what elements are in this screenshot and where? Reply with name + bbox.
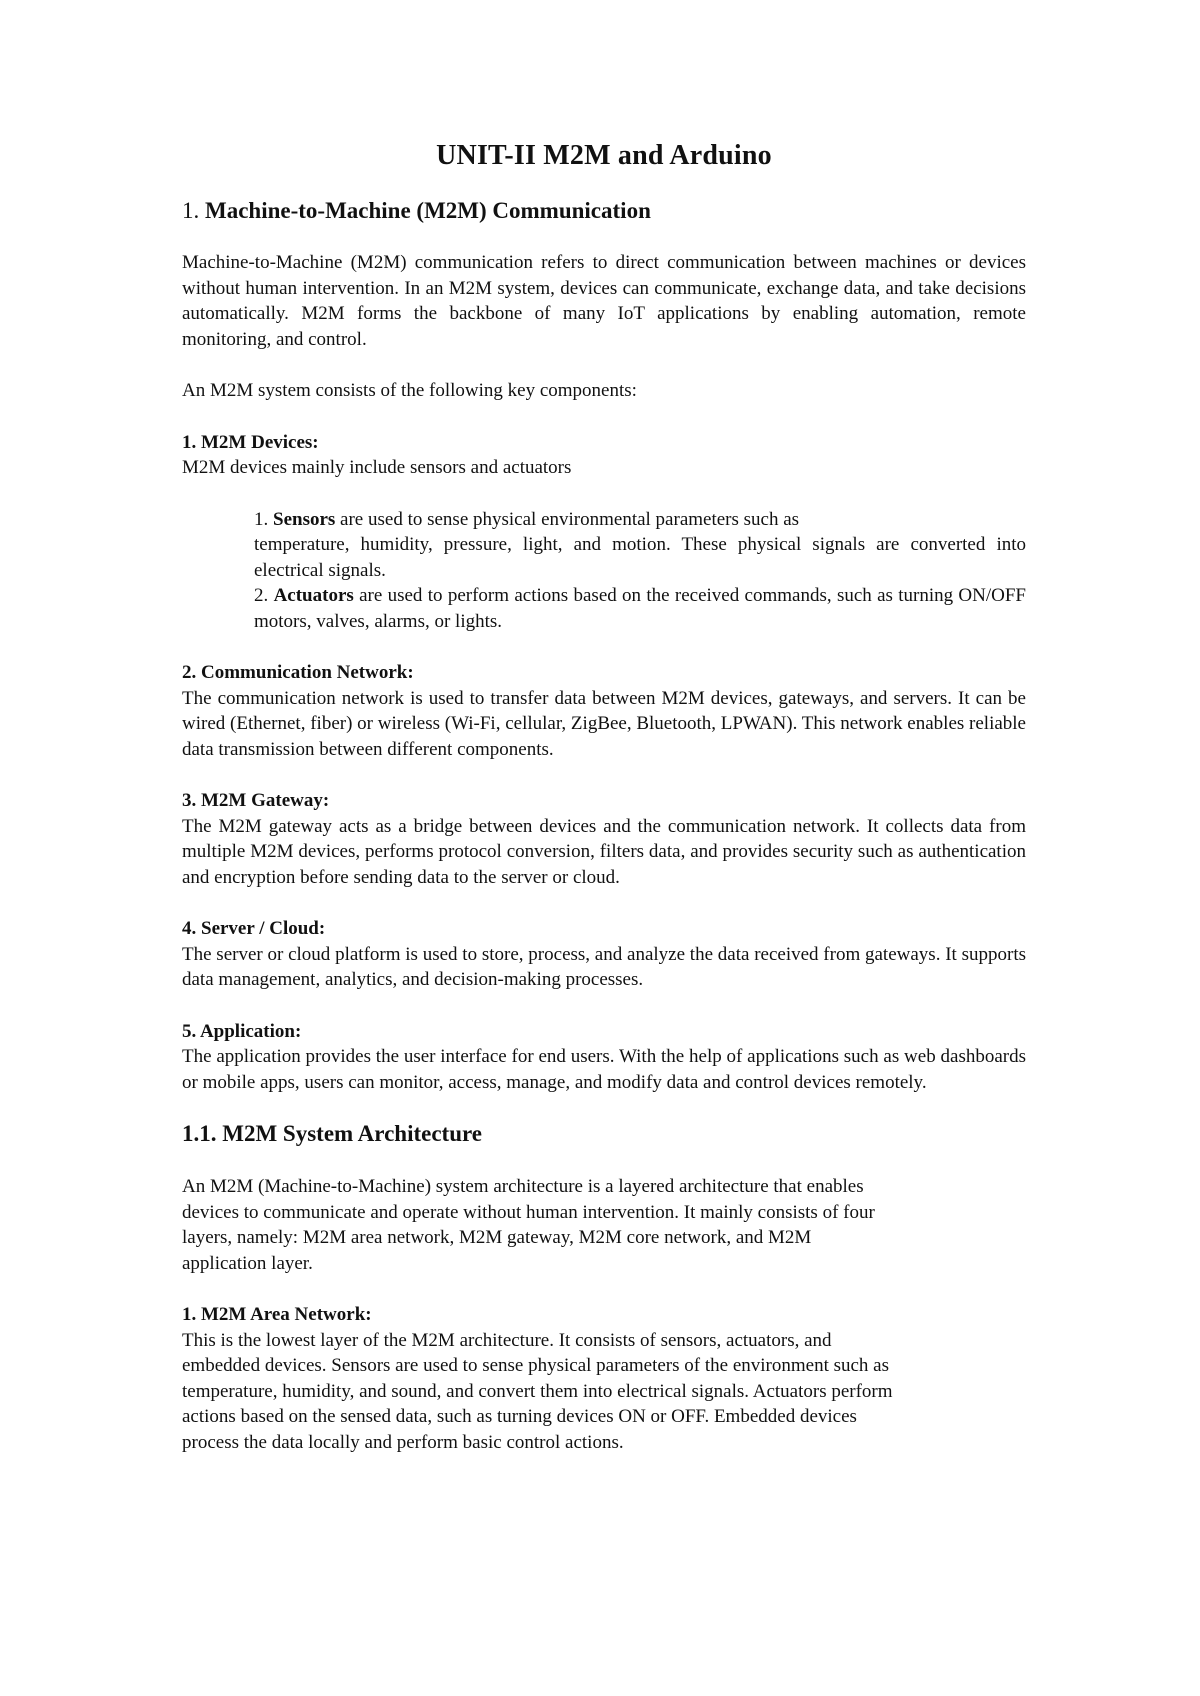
gateway-text: The M2M gateway acts as a bridge between devices and the communication network. It collects data from multiple M2M devices, performs protocol conversion, filters data, and provides security such as authentication and encryption before sending data to the server or cloud. [182, 815, 1026, 888]
area-network-line-3: temperature, humidity, and sound, and convert them into electrical signals. Actuators perform [182, 1380, 893, 1402]
area-network-line-4: actions based on the sensed data, such as turning devices ON or OFF. Embedded devices [182, 1406, 857, 1427]
area-network-line-2: embedded devices. Sensors are used to sense physical parameters of the environment such as [182, 1355, 889, 1376]
architecture-intro-line-4: application layer. [182, 1252, 313, 1274]
components-intro: An M2M system consists of the following key components: [182, 380, 637, 401]
area-network-line-1: This is the lowest layer of the M2M architecture. It consists of sensors, actuators, and [182, 1329, 832, 1351]
devices-heading: 1. M2M Devices: [182, 431, 319, 453]
application-text: The application provides the user interface for end users. With the help of applications such as web dashboards or mobile apps, users can monitor, access, manage, and modify data and control devices remotely. [182, 1046, 1026, 1093]
document-page [182, 140, 1026, 1455]
gateway-heading: 3. M2M Gateway: [182, 790, 330, 811]
section-1-heading [182, 198, 1026, 224]
devices-text: M2M devices mainly include sensors and actuators [182, 457, 572, 478]
devices-list [182, 507, 1026, 635]
actuators-label: Actuators [273, 585, 354, 606]
section-1-intro: Machine-to-Machine (M2M) communication refers to direct communication between machines or devices without human intervention. In an M2M system, devices can communicate, exchange data, and take decisions automatically. M2M forms the backbone of many IoT applications by enabling automation, remote monitoring, and control. [182, 252, 1026, 350]
sensors-label: Sensors [273, 508, 336, 530]
section-1-number: 1. [182, 198, 200, 223]
architecture-intro-line-3: layers, namely: M2M area network, M2M gateway, M2M core network, and M2M [182, 1227, 812, 1248]
sensors-item-continued: temperature, humidity, pressure, light, and motion. These physical signals are converted into electrical signals. [254, 534, 1026, 581]
network-heading: 2. Communication Network: [182, 662, 414, 683]
sensors-item: 1. Sensors are used to sense physical environmental parameters such as [254, 508, 800, 530]
section-1-title: Machine-to-Machine (M2M) Communication [205, 198, 651, 223]
actuators-item: 2. Actuators are used to perform actions based on the received commands, such as turning ON/OFF motors, valves, alarms, or lights. [254, 585, 1027, 632]
page-title: UNIT-II M2M and Arduino [436, 140, 772, 171]
application-heading: 5. Application: [182, 1020, 302, 1042]
area-network-heading: 1. M2M Area Network: [182, 1304, 372, 1325]
section-1-1-heading: 1.1. M2M System Architecture [182, 1121, 482, 1146]
server-text: The server or cloud platform is used to store, process, and analyze the data received from gateways. It supports data management, analytics, and decision-making processes. [182, 943, 1026, 990]
area-network-line-5: process the data locally and perform basic control actions. [182, 1431, 624, 1453]
architecture-intro-line-2: devices to communicate and operate without human intervention. It mainly consists of four [182, 1201, 875, 1223]
architecture-intro-line-1: An M2M (Machine-to-Machine) system architecture is a layered architecture that enables [182, 1176, 864, 1197]
server-heading: 4. Server / Cloud: [182, 918, 326, 939]
network-text: The communication network is used to transfer data between M2M devices, gateways, and servers. It can be wired (Ethernet, fiber) or wireless (Wi-Fi, cellular, ZigBee, Bluetooth, LPWAN). This network enables reliable data transmission between different components. [182, 687, 1026, 760]
